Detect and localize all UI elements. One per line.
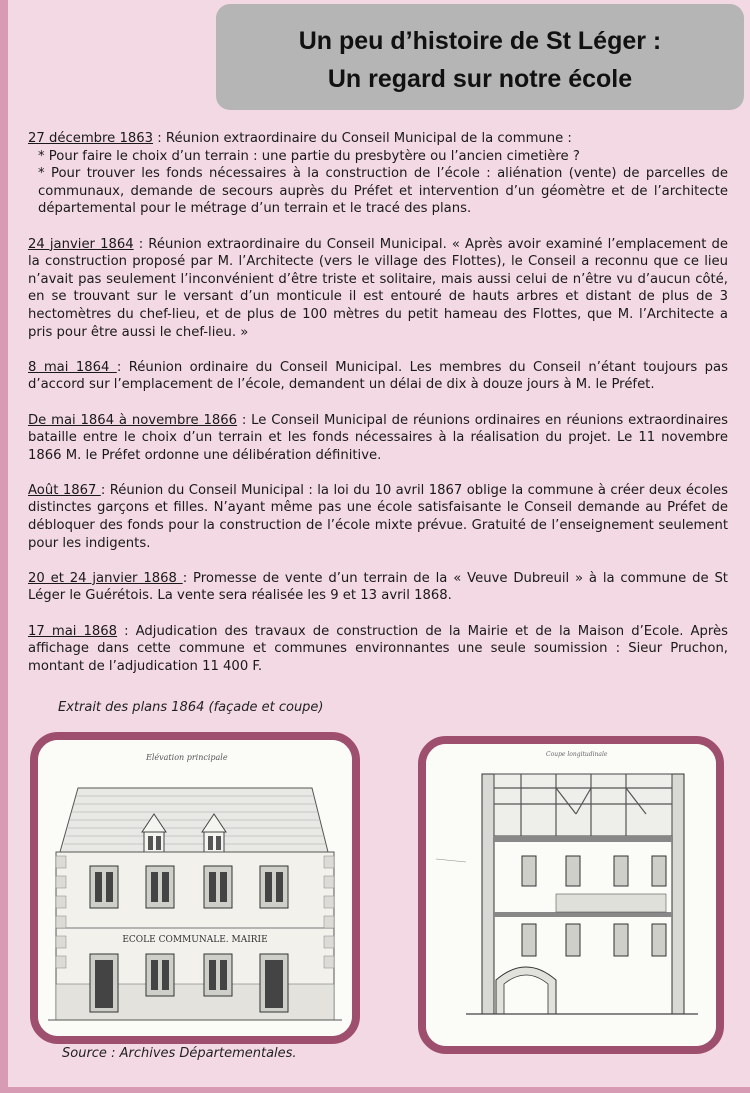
history-entry-1864-1866 (28, 412, 728, 465)
history-text (28, 130, 728, 693)
facade-heading: Elévation principale (146, 753, 228, 762)
facade-sign: ECOLE COMMUNALE. MAIRIE (122, 935, 268, 945)
history-entry-may-1864 (28, 359, 728, 394)
history-entry-1863 (28, 130, 728, 218)
section-drawing (426, 744, 716, 1046)
history-entry-may-1868 (28, 623, 728, 676)
entry-text: : Réunion extraordinaire du Conseil Municipal de la commune : (153, 131, 572, 146)
entry-date: 20 et 24 janvier 1868 (28, 570, 183, 586)
entry-date: 17 mai 1868 (28, 623, 118, 639)
entry-text: : Réunion du Conseil Municipal : la loi du 10 avril 1867 oblige la commune à créer deux écoles distinctes garçons et filles. N’ayant même pas une école satisfaisante le Conseil demande au Préfet de débloquer des fonds pour la construction de l’école mixte prévue. Gratuité de l’enseignement seulement pour les indigents. (28, 482, 728, 551)
section-heading: Coupe longitudinale (546, 751, 608, 758)
source-caption: Source : Archives Départementales. (62, 1046, 297, 1061)
page-title-line-2: Un regard sur notre école (327, 65, 633, 93)
entry-text: : Réunion ordinaire du Conseil Municipal. Les membres du Conseil n’étant toujours pas d’accord sur l’emplacement de l’école, demandent un délai de dix à douze jours à M. le Préfet. (28, 359, 728, 393)
left-accent-band (0, 0, 8, 1093)
entry-date: 24 janvier 1864 (28, 236, 134, 252)
facade-plan-image (30, 732, 360, 1044)
entry-text: : Le Conseil Municipal de réunions ordinaires en réunions extraordinaires bataille entre le choix d’un terrain et les fonds nécessaires à la réalisation du projet. Le 11 novembre 1866 M. le Préfet ordonne une délibération définitive. (28, 412, 728, 463)
entry-text: : Réunion extraordinaire du Conseil Municipal. « Après avoir examiné l’emplacement de la construction proposé par M. l’Architecte (vers le village des Flottes), le Conseil a reconnu que ce lieu n’avait pas seulement l’inconvénient d’être triste et solitaire, mais aussi celui de n’être vu d’aucun côté, en se trouvant sur le versant d’un monticule il est entouré de hauts arbres et distant de plus de 3 hectomètres du chef-lieu, et de plus de 100 mètres du petit hameau des Flottes, que M. l’Architecte a pris pour être aussi le chef-lieu. » (28, 236, 728, 340)
entry-bullet-2: * Pour trouver les fonds nécessaires à la construction de l’école : aliénation (vente) de parcelles de communaux, demande de secours auprès du Préfet et intervention d’un géomètre et de l’architecte départemental pour le métrage d’un terrain et le tracé des plans. (38, 166, 728, 217)
section-plan-image (418, 736, 724, 1054)
entry-date: Août 1867 (28, 482, 101, 498)
plans-caption: Extrait des plans 1864 (façade et coupe) (58, 700, 324, 715)
entry-text: : Promesse de vente d’un terrain de la « Veuve Dubreuil » à la commune de St Léger le Guérétois. La vente sera réalisée les 9 et 13 avril 1868. (28, 570, 728, 604)
entry-text: : Adjudication des travaux de construction de la Mairie et de la Maison d’Ecole. Après affichage dans cette commune et communes environnantes une seule soumission : Sieur Pruchon, montant de l’adjudication 11 400 F. (28, 623, 728, 674)
history-entry-aug-1867 (28, 482, 728, 552)
page-title-line-1: Un peu d’histoire de St Léger : (298, 27, 662, 55)
entry-bullet-1: * Pour faire le choix d’un terrain : une partie du presbytère ou l’ancien cimetière ? (38, 148, 580, 164)
entry-date: 8 mai 1864 (28, 359, 117, 375)
bottom-accent-band (0, 1087, 750, 1093)
facade-drawing (38, 740, 352, 1036)
entry-date: 27 décembre 1863 (28, 131, 154, 146)
history-entry-jan-1864 (28, 236, 728, 342)
history-entry-jan-1868 (28, 570, 728, 605)
entry-date: De mai 1864 à novembre 1866 (28, 412, 238, 428)
title-box (216, 4, 744, 110)
